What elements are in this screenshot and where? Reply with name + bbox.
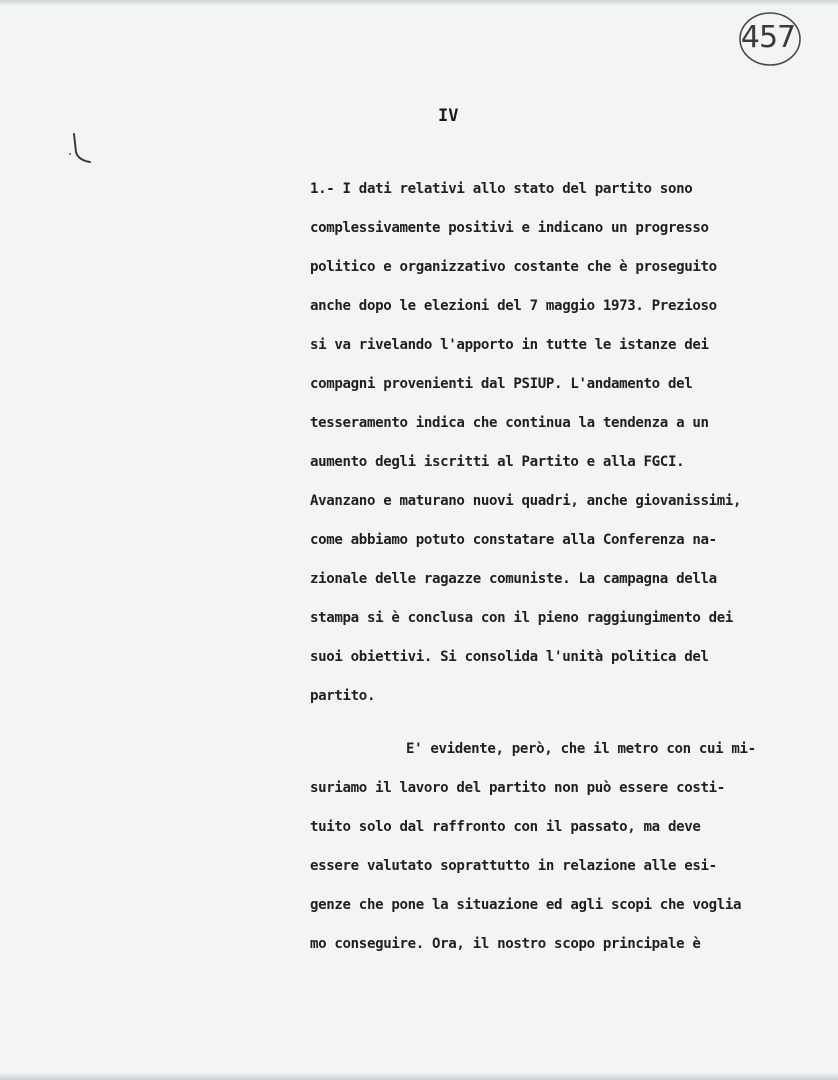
section-heading: IV xyxy=(438,106,459,126)
text-line: tesseramento indica che continua la tendenza a un xyxy=(310,415,709,431)
text-line: suoi obiettivi. Si consolida l'unità politica del xyxy=(310,649,709,665)
text-line: stampa si è conclusa con il pieno raggiungimento dei xyxy=(310,610,734,626)
text-line: si va rivelando l'apporto in tutte le istanze dei xyxy=(310,337,709,353)
page-number: 457 xyxy=(740,20,796,55)
text-line: aumento degli iscritti al Partito e alla FGCI. xyxy=(310,454,685,470)
body-text xyxy=(310,170,830,964)
text-line: suriamo il lavoro del partito non può essere costi- xyxy=(310,780,725,796)
scan-edge-top xyxy=(0,0,838,6)
text-line: 1.- I dati relativi allo stato del partito sono xyxy=(310,181,693,197)
text-line: Avanzano e maturano nuovi quadri, anche giovanissimi, xyxy=(310,493,742,509)
text-line: essere valutato soprattutto in relazione alle esi- xyxy=(310,858,717,874)
text-line: politico e organizzativo costante che è proseguito xyxy=(310,259,717,275)
text-line: E' evidente, però, che il metro con cui mi- xyxy=(406,741,756,757)
scan-edge-bottom xyxy=(0,1072,838,1080)
text-line: anche dopo le elezioni del 7 maggio 1973. Prezioso xyxy=(310,298,717,314)
text-line: partito. xyxy=(310,688,376,704)
text-line: come abbiamo potuto constatare alla Conferenza na- xyxy=(310,532,717,548)
text-line: complessivamente positivi e indicano un progresso xyxy=(310,220,709,236)
text-line: genze che pone la situazione ed agli scopi che voglia xyxy=(310,897,742,913)
text-line: compagni provenienti dal PSIUP. L'andamento del xyxy=(310,376,693,392)
text-line: mo conseguire. Ora, il nostro scopo principale è xyxy=(310,936,701,952)
text-line: tuito solo dal raffronto con il passato, ma deve xyxy=(310,819,701,835)
text-line: zionale delle ragazze comuniste. La campagna della xyxy=(310,571,717,587)
margin-mark xyxy=(66,132,96,168)
